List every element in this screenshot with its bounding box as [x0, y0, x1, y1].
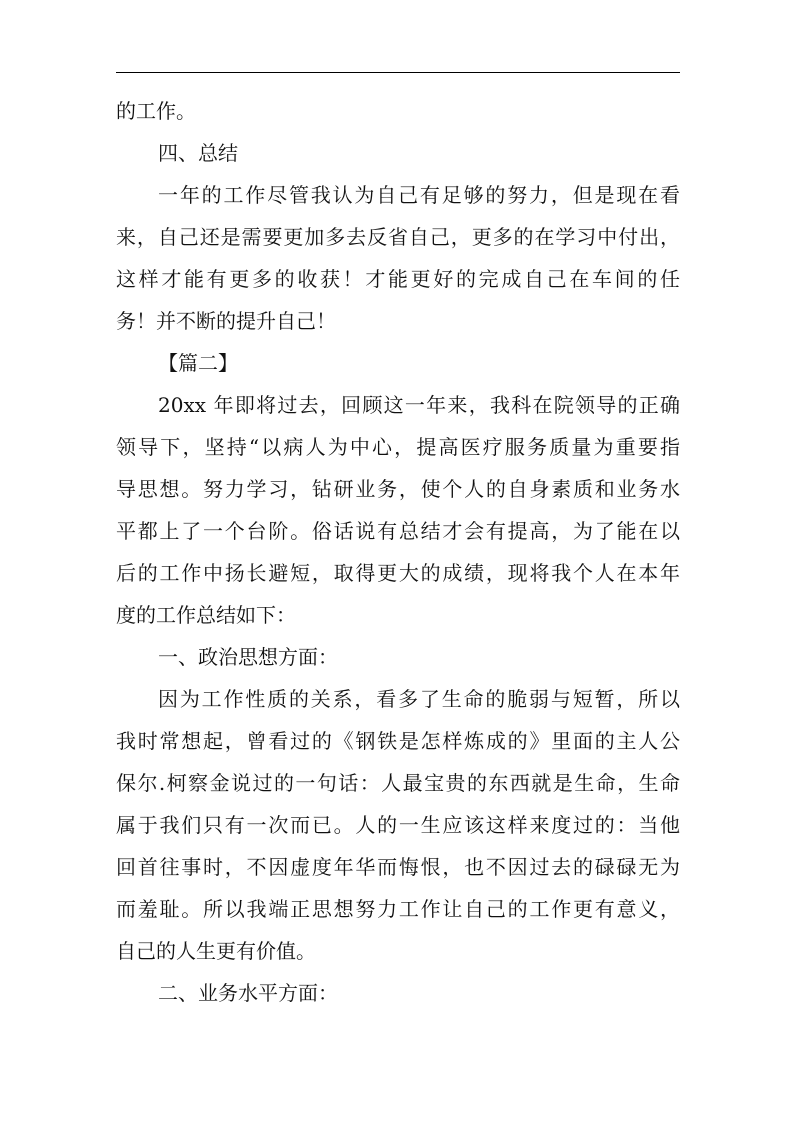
text-line: 一年的工作尽管我认为自己有足够的努力，但是现在看 [158, 183, 680, 207]
text-line: 平都上了一个台阶。俗话说有总结才会有提高，为了能在以 [116, 519, 680, 543]
text-line: 属于我们只有一次而已。人的一生应该这样来度过的：当他 [116, 813, 680, 837]
section-heading: 二、业务水平方面： [158, 981, 338, 1005]
text-line: 领导下，坚持“以病人为中心，提高医疗服务质量为重要指 [116, 435, 680, 459]
text-line: 保尔.柯察金说过的一句话：人最宝贵的东西就是生命，生命 [116, 771, 680, 795]
header-rule [116, 72, 680, 73]
section-heading: 一、政治思想方面： [158, 645, 338, 669]
text-line: 回首往事时，不因虚度年华而悔恨，也不因过去的碌碌无为 [116, 855, 680, 879]
text-line: 的工作。 [116, 99, 196, 123]
text-line: 因为工作性质的关系，看多了生命的脆弱与短暂，所以 [158, 687, 680, 711]
text-line: 后的工作中扬长避短，取得更大的成绩，现将我个人在本年 [116, 561, 680, 585]
text-line: 自己的人生更有价值。 [116, 939, 316, 963]
text-line: 务！并不断的提升自己！ [116, 309, 336, 333]
text-line: 度的工作总结如下： [116, 603, 296, 627]
part-heading: 【篇二】 [158, 351, 238, 375]
section-heading: 四、总结 [158, 141, 238, 165]
text-line: 导思想。努力学习，钻研业务，使个人的自身素质和业务水 [116, 477, 680, 501]
text-line: 而羞耻。所以我端正思想努力工作让自己的工作更有意义， [116, 897, 680, 921]
text-line: 我时常想起，曾看过的《钢铁是怎样炼成的》里面的主人公 [116, 729, 680, 753]
document-body [116, 90, 680, 1014]
text-line: 来，自己还是需要更加多去反省自己，更多的在学习中付出， [116, 225, 680, 249]
text-line: 20xx 年即将过去，回顾这一年来，我科在院领导的正确 [158, 393, 680, 417]
text-line: 这样才能有更多的收获！才能更好的完成自己在车间的任 [116, 267, 680, 291]
